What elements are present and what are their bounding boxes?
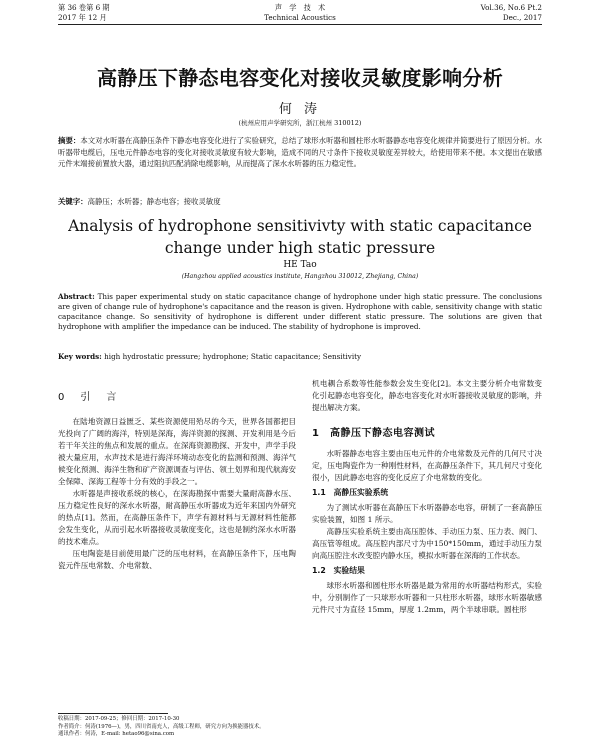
title-en-line2: change under high static pressure bbox=[164, 239, 436, 257]
abstract-en bbox=[58, 292, 542, 332]
header-center bbox=[58, 3, 542, 23]
header-volume-en: Vol.36, No.6 Pt.2 bbox=[480, 3, 542, 12]
abstract-cn-text: 本文对水听器在高静压条件下静态电容变化进行了实验研究，总结了球形水听器和圆柱形水听器静态电容变化规律并简要进行了原因分析。水听器带电缆后，压电元件静态电容的变化对接收灵敏度有较大影响，造成不同的尺寸条件下接收灵敏度差异较大，给使用带来不便。本文提出在敏感元件末端接前置放大器，通过阻抗匹配消除电缆影响，从而提高了深水水听器的压力稳定性。 bbox=[58, 136, 542, 169]
intro-paragraph-1: 在陆地资源日益匮乏、某些资源使用殆尽的今天，世界各国都把目光投向了广阔的海洋，特别是深海，海洋资源的探测、开发利用是今后若干年关注的焦点和发展的重点。在深海资源勘探、开发中，声学手段被大量应用，水声技术是进行海洋环境动态变化的监测和预测、海洋气候变化预测、海洋生物和矿产资源调查与评估、领土划界和现代航海安全保障、深海工程等十分有效的手段之一。 bbox=[58, 417, 296, 486]
abstract-en-label: Abstract: bbox=[58, 292, 95, 301]
footnote-author-bio: 作者简介：何涛(1976—)，男，四川省南充人，高级工程师，研究方向为换能器技术。 bbox=[58, 723, 265, 730]
title-cn: 高静压下静态电容变化对接收灵敏度影响分析 bbox=[97, 66, 503, 90]
title-en bbox=[0, 215, 600, 259]
header-right bbox=[481, 3, 542, 23]
abstract-en-text: This paper experimental study on static capacitance change of hydrophone under high static pressure. The conclusions are given of change rule of hydrophone's capacitance and the reason is given. Hydrophone with cable, sensitivity change with static capacitance change. So sensitivity of hydrophone is different under different static pressure. The solutions are given that hydrophone with amplifier the impedance can be induced. The stability of hydrophone is improved. bbox=[58, 292, 542, 331]
keywords-en-text: high hydrostatic pressure; hydrophone; Static capacitance; Sensitivity bbox=[104, 352, 362, 361]
keywords-en bbox=[58, 352, 542, 361]
intro-paragraph-2: 水听器是声接收系统的核心，在深海勘探中需要大量耐高静水压、压力稳定性良好的深水水听器，耐高静压水听器成为近年来国内外研究的热点[1]。然而，在高静压条件下，声学有源材料与无源材料性能都会发生变化，从而引起水听器接收灵敏度变化，这也是制约深水水听器的技术难点。 bbox=[58, 489, 296, 546]
header-volume-cn: 第 36 卷第 6 期 bbox=[58, 3, 110, 12]
footnote bbox=[58, 716, 296, 739]
right-column bbox=[312, 378, 542, 616]
keywords-en-label: Key words: bbox=[58, 352, 102, 361]
section1-paragraph-1: 水听器静态电容主要由压电元件的介电常数及元件的几何尺寸决定，压电陶瓷作为一种刚性材料，在高静压条件下，其几何尺寸变化很小，因此静态电容的变化反应了介电常数的变化。 bbox=[312, 449, 542, 482]
title-en-line1: Analysis of hydrophone sensitivivty with static capacitance bbox=[68, 217, 532, 235]
keywords-cn-text: 高静压；水听器；静态电容；接收灵敏度 bbox=[87, 197, 221, 206]
intro-paragraph-3: 压电陶瓷是目前使用最广泛的压电材料，在高静压条件下，压电陶瓷元件压电常数、介电常数、 bbox=[58, 549, 296, 570]
author-cn: 何 涛 bbox=[278, 102, 322, 117]
header-date-cn: 2017 年 12 月 bbox=[58, 13, 107, 22]
footnote-received: 收稿日期：2017-09-25；修回日期：2017-10-30 bbox=[58, 716, 180, 722]
affiliation-en: (Hangzhou applied acoustics institute, Hangzhou 310012, Zhejiang, China) bbox=[181, 273, 419, 280]
right-paragraph-1: 机电耦合系数等性能参数会发生变化[2]。本文主要分析介电常数变化引起静态电容变化，静态电容变化对水听器接收灵敏度的影响，并提出解决方案。 bbox=[312, 379, 542, 412]
header-journal-en: Technical Acoustics bbox=[264, 13, 336, 22]
keywords-cn bbox=[58, 196, 542, 207]
header-rule bbox=[58, 24, 542, 25]
footnote-rule bbox=[58, 713, 168, 714]
abstract-cn-label: 摘要： bbox=[58, 136, 81, 145]
abstract-cn bbox=[58, 135, 542, 170]
intro-heading: 0 引 言 bbox=[58, 392, 120, 403]
section1-heading: 1 高静压下静态电容测试 bbox=[312, 428, 435, 439]
affiliation-cn: (杭州应用声学研究所，浙江杭州 310012) bbox=[238, 119, 362, 127]
keywords-cn-label: 关键字： bbox=[58, 197, 88, 206]
section1-1-heading: 1.1 高静压实验系统 bbox=[312, 488, 389, 497]
left-column bbox=[58, 392, 296, 572]
header-date-en: Dec., 2017 bbox=[502, 13, 542, 22]
section1-1-paragraph-2: 高静压实验系统主要由高压腔体、手动压力泵、压力表、阀门、高压管等组成。高压腔内部尺寸为中150*150mm，通过手动压力泵向高压腔注水改变腔内静水压，模拟水听器在深海的工作状态。 bbox=[312, 527, 542, 560]
section1-2-heading: 1.2 实验结果 bbox=[312, 566, 365, 575]
footnote-contact: 通讯作者：何涛，E-mail: hetao96@sina.com bbox=[58, 731, 175, 738]
section1-1-paragraph-1: 为了测试水听器在高静压下水听器静态电容，研制了一套高静压实验装置，如图 1 所示。 bbox=[312, 503, 542, 524]
header-journal-cn: 声 学 技 术 bbox=[274, 3, 326, 12]
author-en: HE Tao bbox=[283, 260, 317, 270]
section1-2-paragraph-1: 球形水听器和圆柱形水听器是最为常用的水听器结构形式，实验中，分别制作了一只球形水听器和一只柱形水听器，球形水听器敏感元件尺寸为直径 15mm，厚度 1.2mm，两个半球串联。圆柱形 bbox=[312, 581, 542, 614]
